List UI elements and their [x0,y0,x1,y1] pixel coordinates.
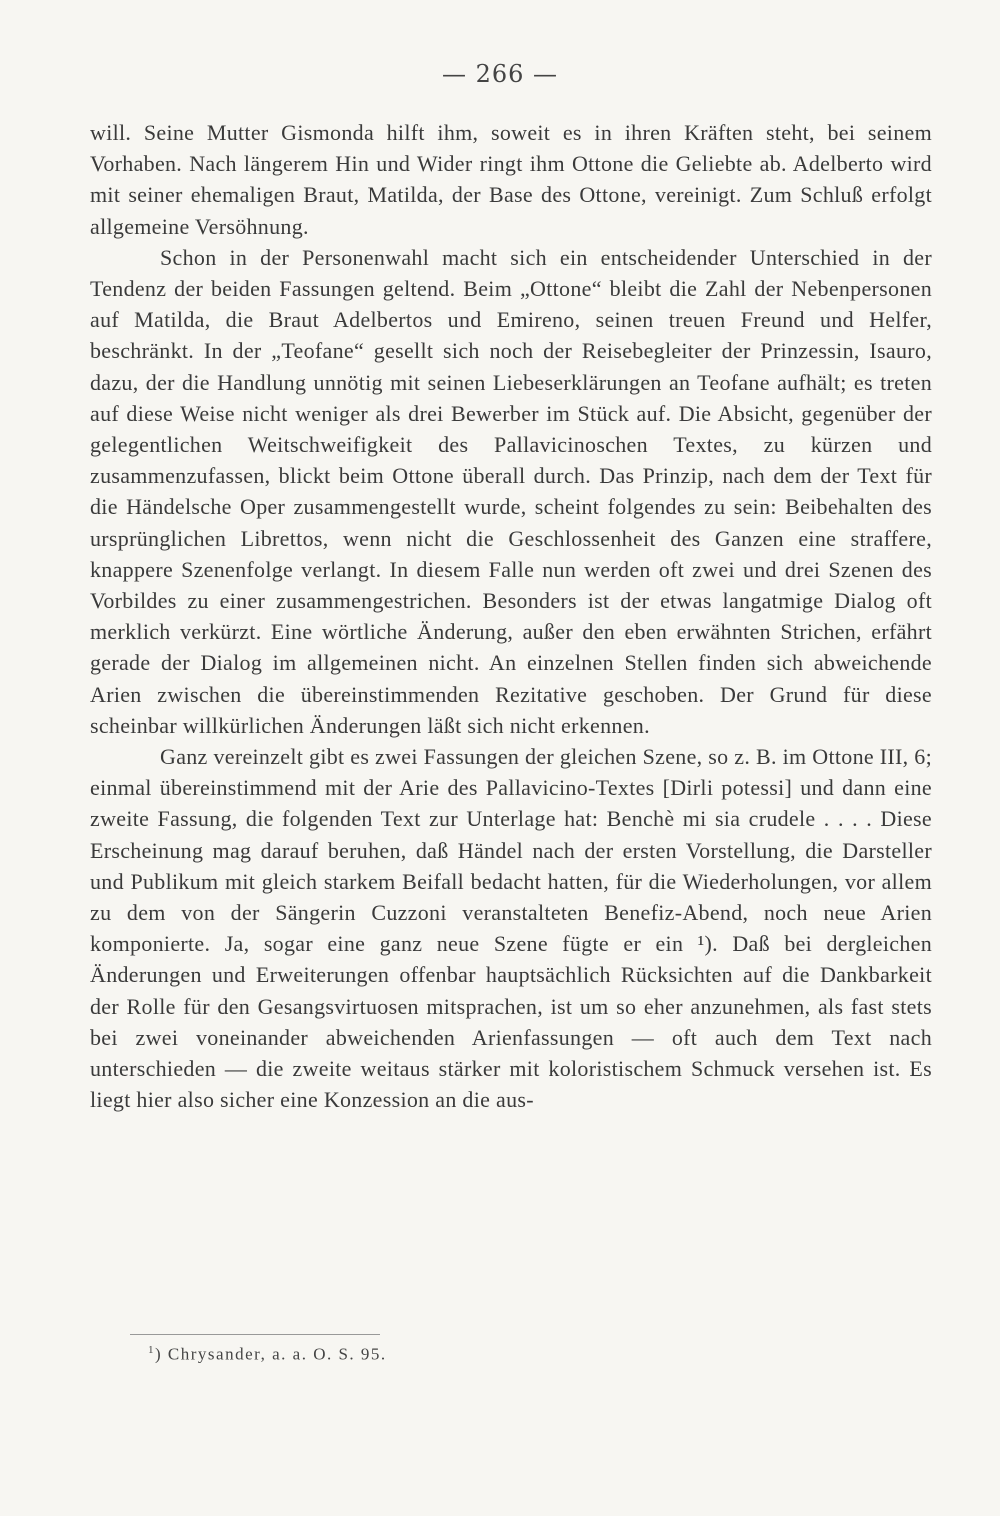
paragraph: Ganz vereinzelt gibt es zwei Fassungen der gleichen Szene, so z. B. im Ottone III, 6; einmal übereinstimmend mit der Arie des Pallavicino-Textes [Dirli potessi] und dann eine zweite Fassung, die folgenden Text zur Unterlage hat: Benchè mi sia crudele . . . . Diese Erscheinung mag darauf beruhen, daß Händel nach der ersten Vorstellung, die Darsteller und Publikum mit gleich starkem Beifall bedacht hatten, für die Wiederholungen, vor allem zu dem von der Sängerin Cuzzoni veranstalteten Benefiz-Abend, noch neue Arien komponierte. Ja, sogar eine ganz neue Szene fügte er ein ¹). Daß bei dergleichen Änderungen und Erweiterungen offenbar hauptsächlich Rücksichten auf die Dankbarkeit der Rolle für den Gesangsvirtuosen mitsprachen, ist um so eher anzunehmen, als fast stets bei zwei voneinander abweichenden Arienfassungen — oft auch dem Text nach unterschieden — die zweite weitaus stärker mit koloristischem Schmuck versehen ist. Es liegt hier also sicher eine Konzession an die aus- [90,744,932,1113]
footnote-divider [130,1334,380,1335]
footnote-marker: 1 [148,1344,155,1356]
page-number: — 266 — [441,60,559,88]
body-text [90,117,932,1116]
paragraph: Schon in der Personenwahl macht sich ein entscheidender Unterschied in der Tendenz der beiden Fassungen geltend. Beim „Ottone“ bleibt die Zahl der Nebenpersonen auf Matilda, die Braut Adelbertos und Emireno, seinen treuen Freund und Helfer, beschränkt. In der „Teofane“ gesellt sich noch der Reisebegleiter der Prinzessin, Isauro, dazu, der die Handlung unnötig mit seinen Liebeserklärungen an Teofane aufhält; es treten auf diese Weise nicht weniger als drei Bewerber im Stück auf. Die Absicht, gegenüber der gelegentlichen Weitschweifigkeit des Pallavicinoschen Textes, zu kürzen und zusammenzufassen, blickt beim Ottone überall durch. Das Prinzip, nach dem der Text für die Händelsche Oper zusammengestellt wurde, scheint folgendes zu sein: Beibehalten des ursprünglichen Librettos, wenn nicht die Geschlossenheit des Ganzen eine straffere, knappere Szenenfolge verlangt. In diesem Falle nun werden oft zwei und drei Szenen des Vorbildes zu einer zusammengestrichen. Besonders ist der etwas langatmige Dialog oft merklich verkürzt. Eine wörtliche Änderung, außer den eben erwähnten Strichen, erfährt gerade der Dialog im allgemeinen nicht. An einzelnen Stellen finden sich abweichende Arien zwischen die übereinstimmenden Rezitative geschoben. Der Grund für diese scheinbar willkürlichen Änderungen läßt sich nicht erkennen. [90,244,932,738]
footnote [148,1344,387,1365]
footnote-text: ) Chrysander, a. a. O. S. 95. [155,1344,387,1364]
paragraph: will. Seine Mutter Gismonda hilft ihm, soweit es in ihren Kräften steht, bei seinem Vorhaben. Nach längerem Hin und Wider ringt ihm Ottone die Geliebte ab. Adelberto wird mit seiner ehemaligen Braut, Matilda, der Base des Ottone, vereinigt. Zum Schluß erfolgt allgemeine Versöhnung. [90,120,932,239]
